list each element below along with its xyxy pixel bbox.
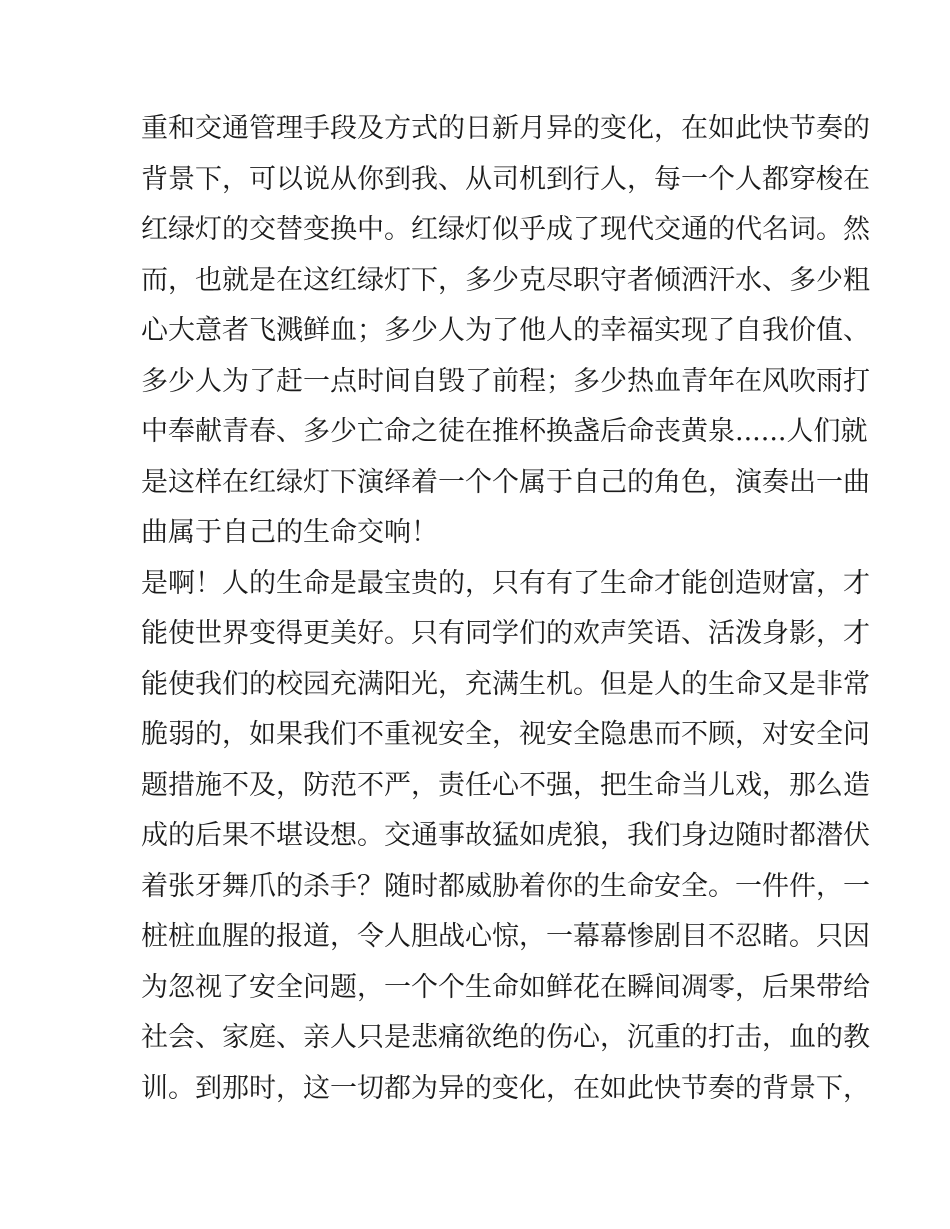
text-line: 为忽视了安全问题，一个个生命如鲜花在瞬间凋零，后果带给 (141, 971, 870, 1003)
text-line: 曲属于自己的生命交响！ (141, 517, 438, 548)
text-line: 成的后果不堪设想。交通事故猛如虎狼，我们身边随时都潜伏 (141, 820, 870, 851)
text-line: 重和交通管理手段及方式的日新月异的变化，在如此快节奏的 (141, 113, 870, 144)
text-line: 着张牙舞爪的杀手？随时都威胁着你的生命安全。一件件，一 (141, 870, 870, 902)
text-line: 题措施不及，防范不严，责任心不强，把生命当儿戏，那么造 (141, 769, 870, 801)
text-line: 桩桩血腥的报道，令人胆战心惊，一幕幕惨剧目不忍睹。只因 (141, 921, 870, 952)
text-line: 社会、家庭、亲人只是悲痛欲绝的伤心，沉重的打击，血的教 (141, 1022, 870, 1053)
text-line: 心大意者飞溅鲜血；多少人为了他人的幸福实现了自我价值、 (141, 315, 870, 346)
text-line: 中奉献青春、多少亡命之徒在推杯换盏后命丧黄泉......人们就 (141, 416, 868, 447)
body-text (141, 104, 870, 1114)
text-line: 能使世界变得更美好。只有同学们的欢声笑语、活泼身影，才 (141, 618, 870, 649)
text-line: 多少人为了赶一点时间自毁了前程；多少热血青年在风吹雨打 (141, 365, 870, 397)
text-line: 红绿灯的交替变换中。红绿灯似乎成了现代交通的代名词。然 (141, 214, 870, 245)
text-line: 是这样在红绿灯下演绎着一个个属于自己的角色，演奏出一曲 (141, 466, 870, 498)
text-line: 是啊！人的生命是最宝贵的，只有有了生命才能创造财富，才 (141, 567, 870, 599)
text-line: 训。到那时，这一切都为异的变化，在如此快节奏的背景下， (141, 1072, 870, 1104)
text-line: 背景下，可以说从你到我、从司机到行人，每一个人都穿梭在 (141, 163, 870, 195)
text-line: 能使我们的校园充满阳光，充满生机。但是人的生命又是非常 (141, 668, 870, 700)
text-line: 而，也就是在这红绿灯下，多少克尽职守者倾洒汗水、多少粗 (141, 264, 870, 296)
text-line: 脆弱的，如果我们不重视安全，视安全隐患而不顾，对安全问 (141, 719, 870, 750)
